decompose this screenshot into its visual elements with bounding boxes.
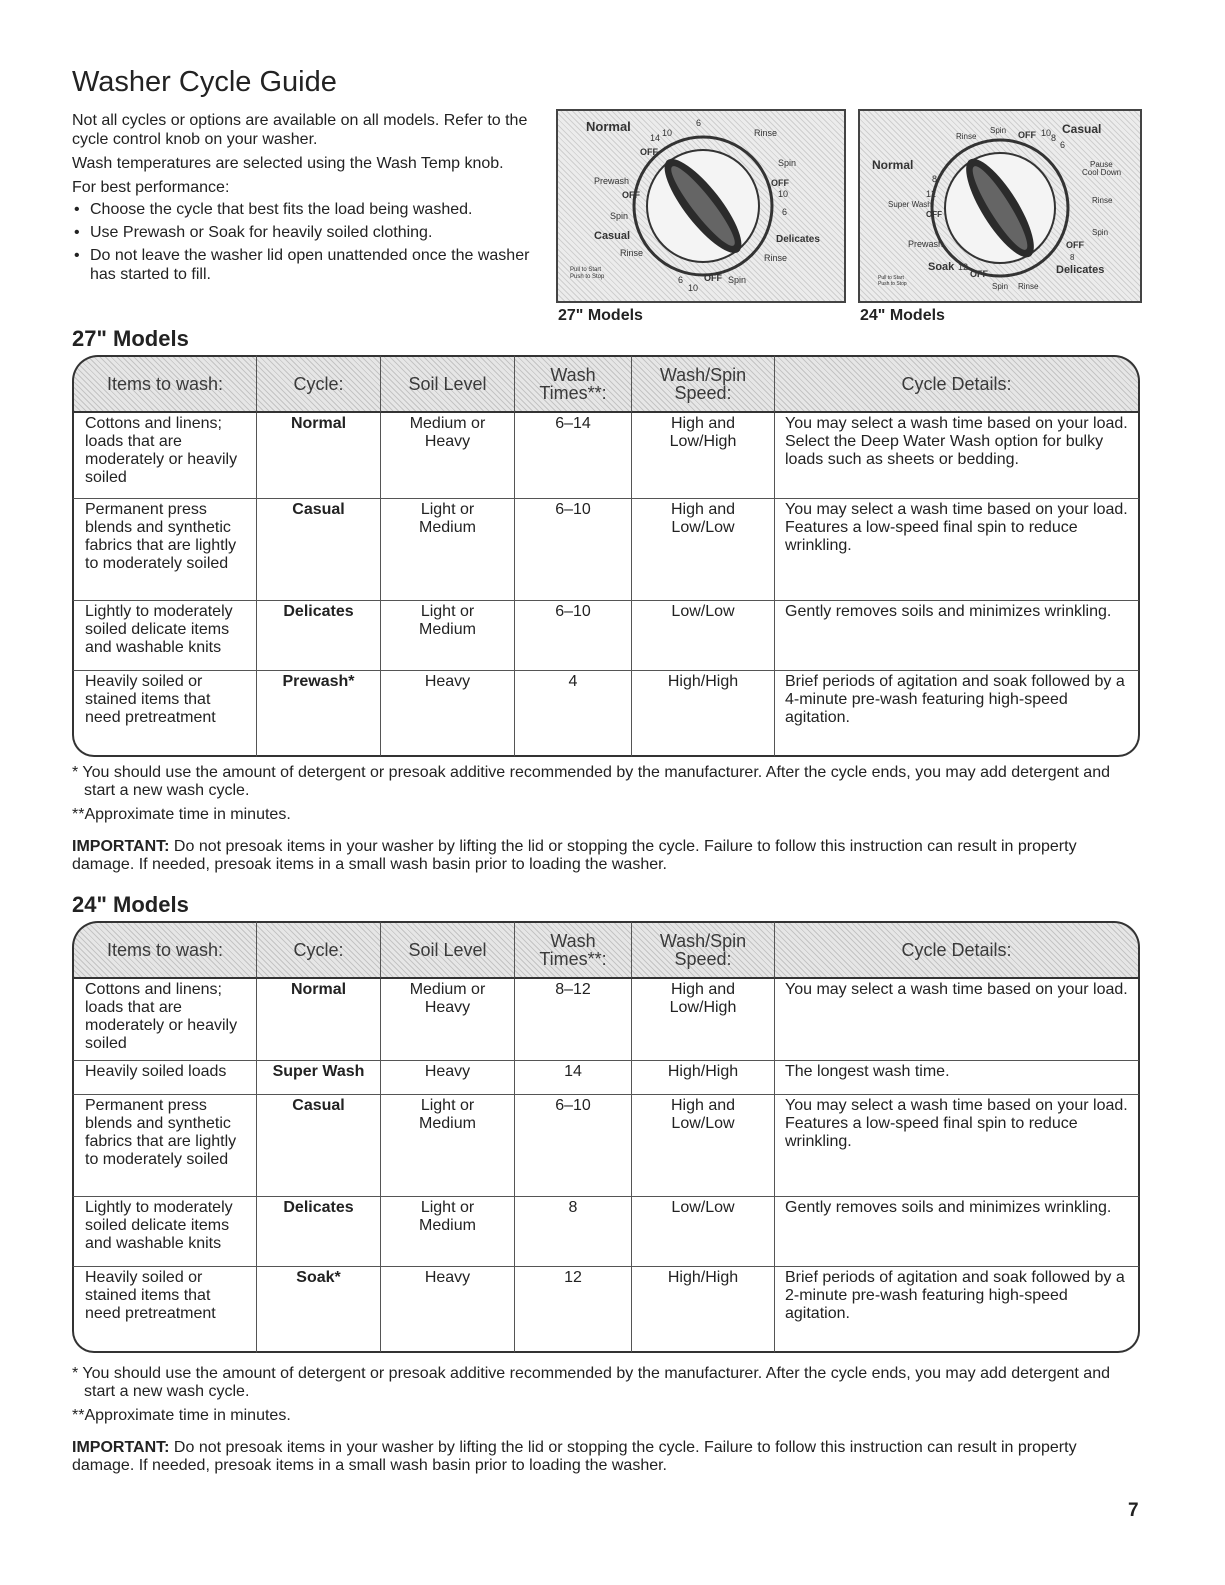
important-note xyxy=(72,1439,1142,1475)
knob-label: Delicates xyxy=(1056,264,1105,276)
knob-label: Push to Stop xyxy=(878,281,907,287)
cell-cycle: Normal xyxy=(257,979,381,1061)
cell-soil: Light or Medium xyxy=(381,601,515,671)
cycle-knob-24-icon xyxy=(860,111,1140,301)
knob-label: Rinse xyxy=(764,253,788,263)
table-row xyxy=(72,499,1140,601)
knob-label: Super Wash xyxy=(888,200,932,209)
knob-label: Casual xyxy=(1062,122,1102,136)
knob-caption-24: 24" Models xyxy=(860,307,945,324)
knob-label: 10 xyxy=(662,128,673,138)
section-heading-24: 24" Models xyxy=(72,892,189,917)
knob-label: Cool Down xyxy=(1082,168,1122,177)
knob-label: Pull to Start xyxy=(878,275,904,281)
cell-items: Cottons and linens; loads that are moderately or heavily soiled xyxy=(72,979,257,1061)
knob-label: Rinse xyxy=(956,132,977,141)
knob-label: 10 xyxy=(688,283,699,293)
knob-label: Spin xyxy=(610,211,629,221)
table-row xyxy=(72,979,1140,1061)
knob-label: Normal xyxy=(586,119,631,134)
cell-soil: Heavy xyxy=(381,671,515,757)
cell-items: Cottons and linens; loads that are moderately or heavily soiled xyxy=(72,413,257,499)
tip-item: • Do not leave the washer lid open unattended once the washer has started to fill. xyxy=(72,246,542,284)
cell-items: Lightly to moderately soiled delicate items and washable knits xyxy=(72,601,257,671)
cell-speed: High and Low/High xyxy=(632,413,775,499)
header-speed: Wash/Spin Speed: xyxy=(632,355,775,413)
knob-label: Spin xyxy=(1092,228,1109,237)
table-row xyxy=(72,1267,1140,1353)
cell-time: 6–10 xyxy=(515,601,632,671)
tip-item: • Use Prewash or Soak for heavily soiled clothing. xyxy=(72,223,542,242)
cell-cycle: Delicates xyxy=(257,1197,381,1267)
cell-time: 6–10 xyxy=(515,499,632,601)
cell-speed: Low/Low xyxy=(632,1197,775,1267)
header-items: Items to wash: xyxy=(72,355,257,413)
cell-cycle: Super Wash xyxy=(257,1061,381,1095)
cell-time: 14 xyxy=(515,1061,632,1095)
cell-time: 6–10 xyxy=(515,1095,632,1197)
knob-label: Spin xyxy=(990,126,1007,135)
knob-label: OFF xyxy=(1066,240,1084,250)
knob-label: OFF xyxy=(771,178,789,188)
table-row xyxy=(72,671,1140,757)
page-number: 7 xyxy=(1128,1500,1139,1521)
table-row xyxy=(72,413,1140,499)
table-row xyxy=(72,1061,1140,1095)
cell-speed: High/High xyxy=(632,671,775,757)
knob-label: Normal xyxy=(872,158,914,172)
header-soil: Soil Level xyxy=(381,921,515,979)
knob-label: OFF xyxy=(640,147,658,157)
cell-speed: High/High xyxy=(632,1061,775,1095)
header-details: Cycle Details: xyxy=(775,355,1140,413)
knob-illustration-24 xyxy=(858,109,1142,303)
cell-cycle: Soak* xyxy=(257,1267,381,1353)
knob-label: Rinse xyxy=(620,248,644,258)
knob-label: Rinse xyxy=(1092,196,1113,205)
cell-soil: Medium or Heavy xyxy=(381,413,515,499)
knob-label: OFF xyxy=(970,269,988,279)
cell-time: 6–14 xyxy=(515,413,632,499)
notes-24 xyxy=(72,1365,1142,1481)
intro-paragraph: For best performance: xyxy=(72,179,230,196)
knob-label: OFF xyxy=(1018,130,1036,140)
knob-label: Delicates xyxy=(776,234,820,245)
cell-speed: High and Low/Low xyxy=(632,499,775,601)
important-label: IMPORTANT: xyxy=(72,838,170,855)
knob-caption-27: 27" Models xyxy=(558,307,643,324)
cell-soil: Light or Medium xyxy=(381,499,515,601)
header-cycle: Cycle: xyxy=(257,921,381,979)
knob-label: OFF xyxy=(622,190,640,200)
knob-label: Casual xyxy=(594,230,631,242)
header-time: Wash Times**: xyxy=(515,921,632,979)
knob-label: Pause xyxy=(1090,160,1113,169)
knob-label: Rinse xyxy=(754,128,778,138)
knob-label: 6 xyxy=(696,118,702,128)
intro-paragraph: Wash temperatures are selected using the Wash Temp knob. xyxy=(72,155,504,172)
cell-details: You may select a wash time based on your load. Features a low-speed final spin to reduce wrinkling. xyxy=(775,1095,1140,1197)
knob-label: Prewash xyxy=(908,239,944,249)
knob-illustration-27 xyxy=(556,109,846,303)
important-note xyxy=(72,838,1142,874)
table-row xyxy=(72,1095,1140,1197)
cycle-knob-27-icon xyxy=(558,111,844,301)
important-text: Do not presoak items in your washer by lifting the lid or stopping the cycle. Failure to follow this instruction can result in property damage. If needed, presoak items in a small wash basin prior to loading the washer. xyxy=(72,838,1077,873)
knob-label: Prewash xyxy=(594,176,630,186)
cell-details: The longest wash time. xyxy=(775,1061,1140,1095)
knob-label: Soak xyxy=(928,261,955,273)
knob-label: 12 xyxy=(958,262,969,272)
tip-item: • Choose the cycle that best fits the load being washed. xyxy=(72,200,542,219)
footnote-time: **Approximate time in minutes. xyxy=(72,806,291,823)
knob-label: Pull to Start xyxy=(570,267,602,273)
cell-soil: Heavy xyxy=(381,1061,515,1095)
knob-label: Spin xyxy=(728,275,747,285)
cycle-table-24 xyxy=(72,921,1140,1353)
cell-items: Heavily soiled or stained items that need pretreatment xyxy=(72,1267,257,1353)
cell-soil: Light or Medium xyxy=(381,1197,515,1267)
cell-cycle: Casual xyxy=(257,1095,381,1197)
knob-label: Push to Stop xyxy=(570,274,605,280)
footnote-time: **Approximate time in minutes. xyxy=(72,1407,291,1424)
cycle-table-27 xyxy=(72,355,1140,757)
knob-label: Spin xyxy=(992,282,1009,291)
knob-label: 14 xyxy=(650,133,661,143)
header-speed: Wash/Spin Speed: xyxy=(632,921,775,979)
cell-items: Lightly to moderately soiled delicate items and washable knits xyxy=(72,1197,257,1267)
knob-label: 8 xyxy=(1070,253,1075,262)
notes-27 xyxy=(72,764,1142,880)
cell-soil: Light or Medium xyxy=(381,1095,515,1197)
cell-speed: High and Low/High xyxy=(632,979,775,1061)
cell-details: You may select a wash time based on your load. Select the Deep Water Wash option for bulky loads such as sheets or bedding. xyxy=(775,413,1140,499)
knob-label: OFF xyxy=(926,210,942,219)
knob-label: OFF xyxy=(704,273,722,283)
section-heading-27: 27" Models xyxy=(72,326,189,351)
intro-paragraph: Not all cycles or options are available on all models. Refer to the cycle control knob on your washer. xyxy=(72,112,528,148)
cell-cycle: Normal xyxy=(257,413,381,499)
cell-cycle: Casual xyxy=(257,499,381,601)
header-time: Wash Times**: xyxy=(515,355,632,413)
cell-speed: Low/Low xyxy=(632,601,775,671)
knob-label: 8 xyxy=(932,174,938,184)
header-soil: Soil Level xyxy=(381,355,515,413)
header-items: Items to wash: xyxy=(72,921,257,979)
footnote-asterisk: * You should use the amount of detergent or presoak additive recommended by the manufacturer. After the cycle ends, you may add detergent and start a new wash cycle. xyxy=(72,1365,1110,1400)
knob-label: 6 xyxy=(1060,140,1066,150)
cell-details: Gently removes soils and minimizes wrinkling. xyxy=(775,601,1140,671)
knob-label: 8 xyxy=(1051,133,1057,143)
knob-label: 10 xyxy=(778,189,789,199)
cell-speed: High/High xyxy=(632,1267,775,1353)
footnote-asterisk: * You should use the amount of detergent or presoak additive recommended by the manufacturer. After the cycle ends, you may add detergent and start a new wash cycle. xyxy=(72,764,1110,799)
header-details: Cycle Details: xyxy=(775,921,1140,979)
knob-label: 6 xyxy=(678,275,684,285)
page-title: Washer Cycle Guide xyxy=(72,66,337,98)
cell-soil: Heavy xyxy=(381,1267,515,1353)
important-text: Do not presoak items in your washer by lifting the lid or stopping the cycle. Failure to follow this instruction can result in property damage. If needed, presoak items in a small wash basin prior to loading the washer. xyxy=(72,1439,1077,1474)
cell-details: You may select a wash time based on your load. xyxy=(775,979,1140,1061)
cell-cycle: Delicates xyxy=(257,601,381,671)
knob-label: Rinse xyxy=(1018,282,1039,291)
cell-details: Brief periods of agitation and soak followed by a 2-minute pre-wash featuring high-speed agitation. xyxy=(775,1267,1140,1353)
cell-items: Heavily soiled or stained items that need pretreatment xyxy=(72,671,257,757)
table-row xyxy=(72,601,1140,671)
important-label: IMPORTANT: xyxy=(72,1439,170,1456)
cell-details: You may select a wash time based on your load. Features a low-speed final spin to reduce wrinkling. xyxy=(775,499,1140,601)
cell-details: Gently removes soils and minimizes wrinkling. xyxy=(775,1197,1140,1267)
cell-cycle: Prewash* xyxy=(257,671,381,757)
cell-speed: High and Low/Low xyxy=(632,1095,775,1197)
table-row xyxy=(72,1197,1140,1267)
knob-label: Spin xyxy=(778,158,797,168)
header-cycle: Cycle: xyxy=(257,355,381,413)
knob-label: 10 xyxy=(1041,128,1052,138)
cell-details: Brief periods of agitation and soak followed by a 4-minute pre-wash featuring high-speed agitation. xyxy=(775,671,1140,757)
knob-label: 12 xyxy=(926,189,937,199)
cell-time: 4 xyxy=(515,671,632,757)
cell-items: Permanent press blends and synthetic fabrics that are lightly to moderately soiled xyxy=(72,1095,257,1197)
cell-items: Heavily soiled loads xyxy=(72,1061,257,1095)
cell-time: 8 xyxy=(515,1197,632,1267)
cell-time: 8–12 xyxy=(515,979,632,1061)
cell-soil: Medium or Heavy xyxy=(381,979,515,1061)
cell-items: Permanent press blends and synthetic fabrics that are lightly to moderately soiled xyxy=(72,499,257,601)
cell-time: 12 xyxy=(515,1267,632,1353)
knob-label: 6 xyxy=(782,207,788,217)
tips-list xyxy=(72,200,542,284)
intro-text xyxy=(72,111,542,288)
